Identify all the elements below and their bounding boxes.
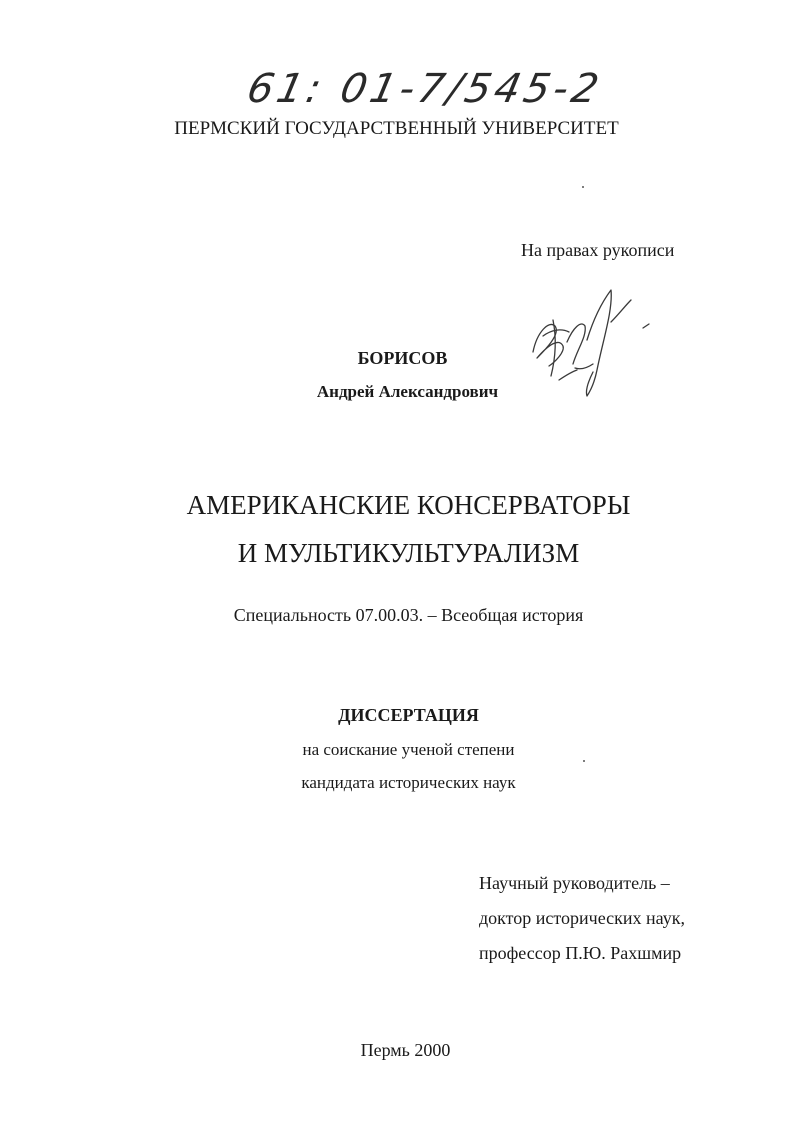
degree-line-2: кандидата исторических наук: [301, 773, 516, 792]
degree-line-1: на соискание ученой степени: [302, 740, 515, 759]
city-and-year: Пермь 2000: [360, 1040, 451, 1060]
dissertation-title-line-2: И МУЛЬТИКУЛЬТУРАЛИЗМ: [237, 538, 580, 568]
university-name: ПЕРМСКИЙ ГОСУДАРСТВЕННЫЙ УНИВЕРСИТЕТ: [174, 118, 619, 139]
dissertation-title-line-1: АМЕРИКАНСКИЕ КОНСЕРВАТОРЫ: [186, 490, 631, 520]
scan-speck: [583, 760, 585, 762]
supervisor-role: Научный руководитель –: [479, 873, 670, 893]
scan-speck: [582, 186, 584, 188]
supervisor-degree: доктор исторических наук,: [479, 908, 685, 928]
manuscript-rights-note: На правах рукописи: [521, 240, 675, 260]
supervisor-name: профессор П.Ю. Рахшмир: [479, 943, 682, 963]
handwritten-archive-code: 61: 01-7/545-2: [243, 66, 607, 112]
author-full-name: Андрей Александрович: [316, 382, 499, 401]
document-type: ДИССЕРТАЦИЯ: [338, 705, 479, 725]
author-surname: БОРИСОВ: [357, 348, 448, 368]
specialty-line: Специальность 07.00.03. – Всеобщая история: [233, 605, 584, 625]
